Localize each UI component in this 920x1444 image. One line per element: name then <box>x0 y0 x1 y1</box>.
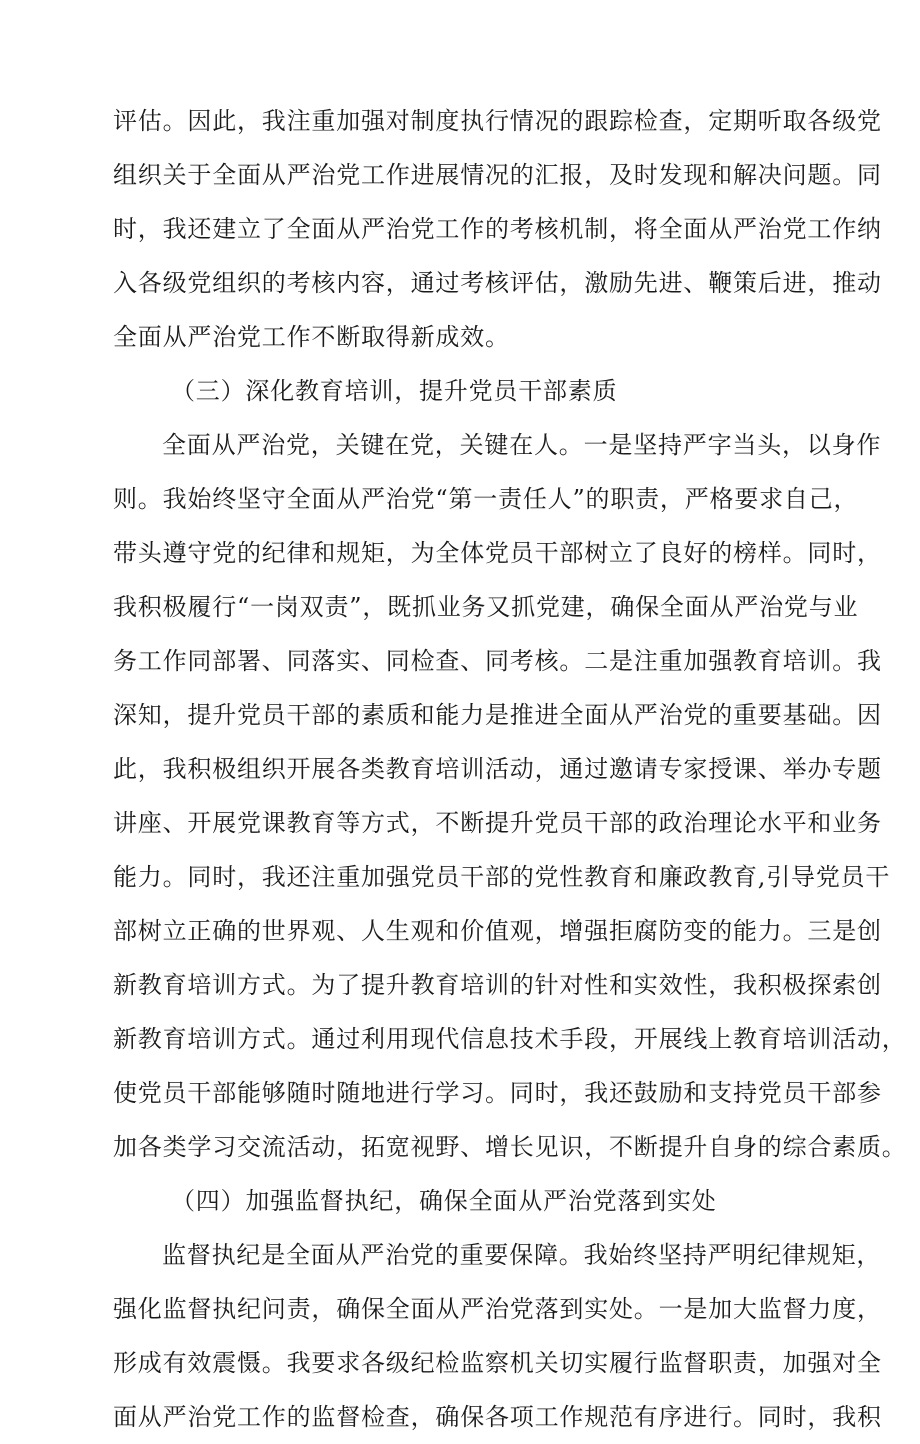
paragraph-education-training <box>113 418 907 1174</box>
text-line: 入各级党组织的考核内容，通过考核评估，激励先进、鞭策后进，推动 <box>113 269 882 297</box>
text-line: 部树立正确的世界观、人生观和价值观，增强拒腐防变的能力。三是创 <box>113 917 882 945</box>
text-line: 形成有效震慑。我要求各级纪检监察机关切实履行监督职责，加强对全 <box>113 1349 882 1377</box>
text-line: 新教育培训方式。为了提升教育培训的针对性和实效性，我积极探索创 <box>113 971 882 999</box>
document-body <box>113 94 907 1444</box>
text-line: 面从严治党工作的监督检查，确保各项工作规范有序进行。同时，我积 <box>113 1403 882 1431</box>
text-line: 监督执纪是全面从严治党的重要保障。我始终坚持严明纪律规矩， <box>162 1241 882 1269</box>
paragraph-continuation <box>113 94 882 364</box>
section-heading-3: （三）深化教育培训，提升党员干部素质 <box>171 377 618 405</box>
text-line: 评估。因此，我注重加强对制度执行情况的跟踪检查，定期听取各级党 <box>113 107 882 135</box>
text-line: 组织关于全面从严治党工作进展情况的汇报，及时发现和解决问题。同 <box>113 161 882 189</box>
text-line: 时，我还建立了全面从严治党工作的考核机制，将全面从严治党工作纳 <box>113 215 882 243</box>
text-line: 深知，提升党员干部的素质和能力是推进全面从严治党的重要基础。因 <box>113 701 882 729</box>
section-heading-4: （四）加强监督执纪，确保全面从严治党落到实处 <box>171 1187 717 1215</box>
text-line: 讲座、开展党课教育等方式，不断提升党员干部的政治理论水平和业务 <box>113 809 882 837</box>
text-line: 此，我积极组织开展各类教育培训活动，通过邀请专家授课、举办专题 <box>113 755 882 783</box>
text-line: 强化监督执纪问责，确保全面从严治党落到实处。一是加大监督力度， <box>113 1295 882 1323</box>
text-line: 新教育培训方式。通过利用现代信息技术手段，开展线上教育培训活动， <box>113 1025 907 1053</box>
text-line: 我积极履行“一岗双责”，既抓业务又抓党建，确保全面从严治党与业 <box>113 593 859 621</box>
text-line: 能力。同时，我还注重加强党员干部的党性教育和廉政教育,引导党员干 <box>113 863 891 891</box>
text-line: 则。我始终坚守全面从严治党“第一责任人”的职责，严格要求自己， <box>113 485 859 513</box>
text-line: 加各类学习交流活动，拓宽视野、增长见识，不断提升自身的综合素质。 <box>113 1133 907 1161</box>
text-line: 全面从严治党工作不断取得新成效。 <box>113 323 510 351</box>
text-line: 使党员干部能够随时随地进行学习。同时，我还鼓励和支持党员干部参 <box>113 1079 882 1107</box>
text-line: 带头遵守党的纪律和规矩，为全体党员干部树立了良好的榜样。同时， <box>113 539 882 567</box>
paragraph-supervision <box>113 1228 882 1444</box>
text-line: 务工作同部署、同落实、同检查、同考核。二是注重加强教育培训。我 <box>113 647 882 675</box>
text-line: 全面从严治党，关键在党，关键在人。一是坚持严字当头，以身作 <box>162 431 882 459</box>
